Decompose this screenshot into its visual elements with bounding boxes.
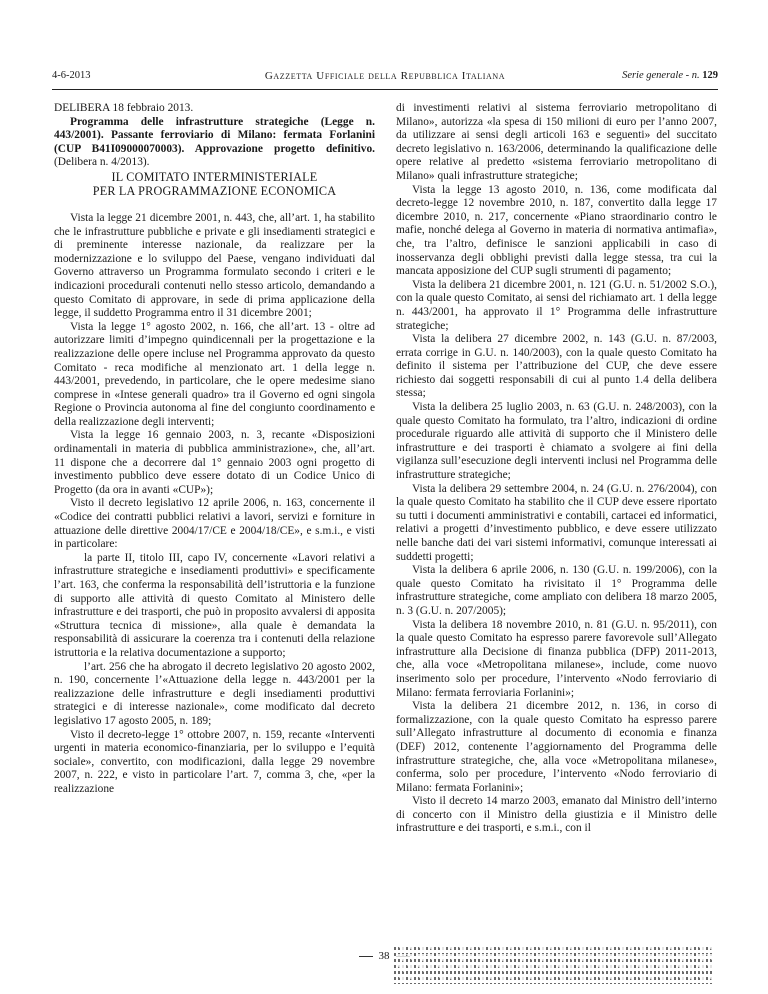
paragraph: Vista la delibera 6 aprile 2006, n. 130 (G.U. n. 199/2006), con la quale questo Comitato ha rivisitato il 1° Programma delle infrastrutture strategiche, come ampliato con delibera 18 marzo 2005, n. 3 (G.U. n. 207/2005); [396, 564, 717, 617]
subject-bold: Programma delle infrastrutture strategiche (Legge n. 443/2001). Passante ferroviario di Milano: fermata Forlanini (CUP B41I09000070003). Approvazione progetto definitivo. [54, 115, 375, 155]
paragraph: la parte II, titolo III, capo IV, concernente «Lavori relativi a infrastrutture strategiche e insediamenti produttivi» e specificamente l’art. 163, che conferma la responsabilità dell’istruttoria e la funzione di supporto alle attività di questo Comitato al Ministero delle infrastrutture e dei trasporti, che può in proposito avvalersi di apposita «Struttura tecnica di missione», alla quale è demandata la responsabilità di assicurare la coerenza tra i contenuti della relazione istruttoria e la relativa documentazione a supporto; [54, 551, 375, 659]
committee-line-2: PER LA PROGRAMMAZIONE ECONOMICA [92, 183, 337, 198]
paragraph: Vista la legge 21 dicembre 2001, n. 443, che, all’art. 1, ha stabilito che le infrastrutture pubbliche e private e gli insediamenti strategici e di preminente interesse nazionale, da realizzare per la modernizzazione e lo sviluppo del Paese, vengano individuati dal Governo attraverso un Programma formulato secondo i criteri e le indicazioni procedurali contenuti nello stesso articolo, demandando a questo Comitato di approvare, in sede di prima applicazione della legge, il suddetto Programma entro il 31 dicembre 2001; [54, 211, 375, 320]
paragraph: Vista la delibera 21 dicembre 2001, n. 121 (G.U. n. 51/2002 S.O.), con la quale questo Comitato, ai sensi del richiamato art. 1 della legge n. 443/2001, ha approvato il 1° Programma delle infrastrutture strategiche; [396, 278, 717, 332]
barcode-strip [394, 944, 714, 984]
series-number: 129 [702, 70, 718, 81]
paragraph: Vista la delibera 29 settembre 2004, n. 24 (G.U. n. 276/2004), con la quale questo Comitato ha stabilito che il CUP deve essere riportato su tutti i documenti amministrativi e contabili, cartacei ed informatici, relativi a progetti d’investimento pubblico, e deve essere utilizzato nelle banche dati dei vari sistemi informativi, comunque interessati ai suddetti progetti; [396, 482, 717, 563]
paragraph: Visto il decreto 14 marzo 2003, emanato dal Ministro dell’interno di concerto con il Ministro della giustizia e il Ministro delle infrastrutture e dei trasporti, e s.m.i., con il [396, 795, 717, 835]
left-column [54, 102, 375, 797]
committee-line-1: IL COMITATO INTERMINISTERIALE [111, 169, 318, 184]
dash-left [359, 956, 373, 957]
subject-number: (Delibera n. 4/2013). [54, 156, 150, 169]
paragraph: Vista la legge 1° agosto 2002, n. 166, che all’art. 13 - oltre ad autorizzare limiti d’impegno quindicennali per la progettazione e la realizzazione delle opere incluse nel Programma approvato da questo Comitato - reca modifiche al menzionato art. 1 della legge n. 443/2001, prevedendo, in particolare, che le opere medesime siano comprese in «Intese generali quadro» tra il Governo ed ogni singola Regione o Provincia autonoma al fine del congiunto coordinamento e della realizzazione degli interventi; [54, 320, 375, 428]
header-rule [52, 89, 718, 90]
gazette-header [52, 70, 718, 86]
paragraph: Vista la delibera 27 dicembre 2002, n. 143 (G.U. n. 87/2003, errata corrige in G.U. n. 140/2003), con la quale questo Comitato ha definito il sistema per l’attribuzione del CUP, che deve essere richiesto dai soggetti responsabili di cui al punto 1.4 della delibera stessa; [396, 333, 717, 400]
delibera-subject [54, 116, 375, 170]
paragraph: Visto il decreto legislativo 12 aprile 2006, n. 163, concernente il «Codice dei contratti pubblici relativi a lavori, servizi e forniture in attuazione delle direttive 2004/17/CE e 2004/18/CE», e s.m.i., e visti in particolare: [54, 497, 375, 551]
page-number-text: 38 [378, 950, 390, 962]
gazette-title: Gazzetta Ufficiale della Repubblica Italiana [264, 70, 506, 82]
paragraph: Vista la delibera 21 dicembre 2012, n. 136, in corso di formalizzazione, con la quale questo Comitato ha espresso parere sull’Allegato infrastrutture al documento di economia e finanza (DEF) 2012, contenente l’aggiornamento del Programma delle infrastrutture strategiche, che, alla voce «Metropolitana milanese», conferma, solo per procedure, l’intervento «Nodo ferroviario di Milano: fermata Forlanini»; [396, 700, 717, 794]
paragraph: Visto il decreto-legge 1° ottobre 2007, n. 159, recante «Interventi urgenti in materia economico-finanziaria, per lo sviluppo e l’equità sociale», convertito, con modificazioni, dalla legge 29 novembre 2007, n. 222, e visto in particolare l’art. 7, comma 3, che, «per la realizzazione [54, 728, 375, 795]
paragraph: Vista la legge 16 gennaio 2003, n. 3, recante «Disposizioni ordinamentali in materia di pubblica amministrazione», che, all’art. 11 dispone che a decorrere dal 1° gennaio 2003 ogni progetto di investimento pubblico deve essere dotato di un Codice Unico di Progetto (da ora in avanti «CUP»); [54, 429, 375, 496]
committee-title [54, 170, 375, 198]
series-prefix: Serie generale - n. [622, 70, 700, 81]
paragraph: Vista la delibera 25 luglio 2003, n. 63 (G.U. n. 248/2003), con la quale questo Comitato ha formulato, tra l’altro, indicazioni di ordine procedurale riguardo alle attività di supporto che il Ministero delle infrastrutture e dei trasporti è chiamato a svolgere ai fini della vigilanza sull’esecuzione degli interventi inclusi nel Programma delle infrastrutture strategiche; [396, 401, 717, 482]
issue-date: 4-6-2013 [52, 70, 91, 81]
paragraph: Vista la legge 13 agosto 2010, n. 136, come modificata dal decreto-legge 12 novembre 2010, n. 187, convertito dalla legge 17 dicembre 2010, n. 217, concernente «Piano straordinario contro le mafie, nonché delega al Governo in materia di normativa antimafia», che, tra l’altro, definisce le sanzioni applicabili in caso di inosservanza degli obblighi previsti dalla legge stessa, tra cui la mancata apposizione del CUP sugli strumenti di pagamento; [396, 183, 717, 278]
series-label [622, 70, 718, 81]
paragraph: di investimenti relativi al sistema ferroviario metropolitano di Milano», autorizza «la spesa di 150 milioni di euro per l’anno 2007, da utilizzare ai sensi degli articoli 163 e seguenti» del succitato decreto legislativo n. 163/2006, determinando la qualificazione delle opere relative al predetto «sistema ferroviario metropolitano di Milano» quali infrastrutture strategiche; [396, 102, 717, 182]
delibera-heading: DELIBERA 18 febbraio 2013. [54, 102, 194, 114]
paragraph: Vista la delibera 18 novembre 2010, n. 81 (G.U. n. 95/2011), con la quale questo Comitato ha espresso parere favorevole sull’Allegato infrastrutture alla Decisione di finanza pubblica (DFP) 2011-2013, che, alla voce «Metropolitana milanese», include, come nuovo inserimento solo per procedure, l’intervento «Nodo ferroviario di Milano: fermata ferroviaria Forlanini»; [396, 618, 717, 699]
paragraph: l’art. 256 che ha abrogato il decreto legislativo 20 agosto 2002, n. 190, concernente l’«Attuazione della legge n. 443/2001 per la realizzazione delle infrastrutture e degli insediamenti produttivi strategici e di interesse nazionale», come modificato dal decreto legislativo 17 agosto 2005, n. 189; [54, 660, 375, 727]
right-column [396, 102, 717, 836]
